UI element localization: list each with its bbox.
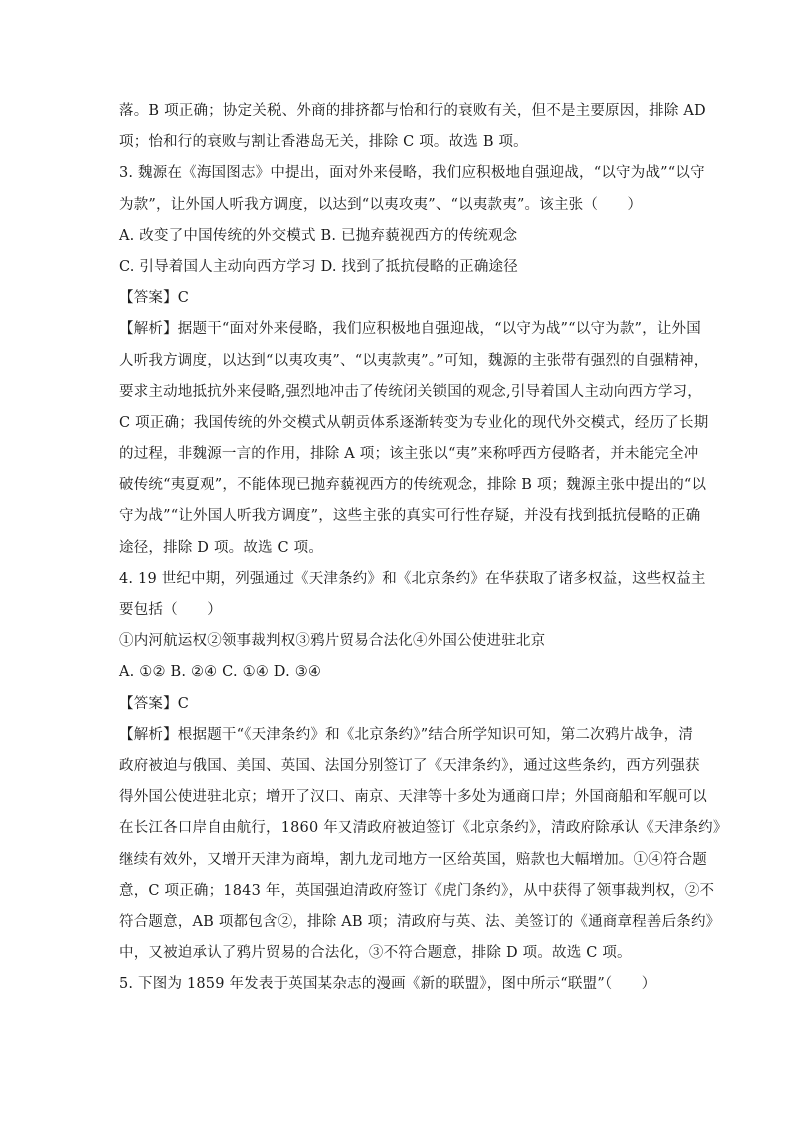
- question-3-analysis: 人听我方调度，以达到“以夷攻夷”、“以夷款夷”。”可知，魏源的主张带有强烈的自强精神，: [119, 352, 709, 369]
- question-3-analysis: 的过程，非魏源一言的作用，排除 A 项；该主张以“夷”来称呼西方侵略者，并未能完全冲: [119, 446, 699, 463]
- question-4-options: A. ①② B. ②④ C. ①④ D. ③④: [119, 664, 322, 681]
- text-line: 落。B 项正确；协定关税、外商的排挤都与怡和行的衰败有关，但不是主要原因，排除 AD: [119, 103, 706, 119]
- question-3-analysis: 途径，排除 D 项。故选 C 项。: [119, 539, 324, 556]
- question-3-options-cd: C. 引导着国人主动向西方学习 D. 找到了抵抗侵略的正确途径: [119, 258, 518, 275]
- question-4-analysis: 意，C 项正确；1843 年，英国强迫清政府签订《虎门条约》，从中获得了领事裁判权，②不: [119, 882, 715, 899]
- question-3-analysis: 【解析】据题干“面对外来侵略，我们应积极地自强迎战，“以守为战”“以守为款”，让外国: [119, 321, 701, 338]
- text-line: 项；怡和行的衰败与割让香港岛无关，排除 C 项。故选 B 项。: [119, 134, 528, 151]
- question-4-items: ①内河航运权②领事裁判权③鸦片贸易合法化④外国公使进驻北京: [119, 633, 546, 650]
- question-4-answer: 【答案】C: [119, 695, 190, 712]
- question-4-analysis: 得外国公使进驻北京；增开了汉口、南京、天津等十多处为通商口岸；外国商船和军舰可以: [119, 789, 707, 806]
- question-3-stem: 为款”，让外国人听我方调度，以达到“以夷攻夷”、“以夷款夷”。该主张（ ）: [119, 196, 643, 213]
- question-3-stem: 3. 魏源在《海国图志》中提出，面对外来侵略，我们应积极地自强迎战，“以守为战”“以守: [119, 165, 705, 182]
- question-4-analysis: 【解析】根据题干“《天津条约》和《北京条约》”结合所学知识可知，第二次鸦片战争，清: [119, 726, 694, 743]
- question-4-stem: 要包括（ ）: [119, 602, 222, 618]
- question-4-analysis: 政府被迫与俄国、美国、英国、法国分别签订了《天津条约》，通过这些条约，西方列强获: [119, 757, 700, 774]
- question-3-options-ab: A. 改变了中国传统的外交模式 B. 已抛弃藐视西方的传统观念: [119, 227, 518, 244]
- question-3-analysis: 守为战”“让外国人听我方调度”，这些主张的真实可行性存疑，并没有找到抵抗侵略的正确: [119, 508, 701, 525]
- document-body: [119, 96, 728, 1000]
- question-3-answer: 【答案】C: [119, 290, 190, 307]
- question-5-stem: 5. 下图为 1859 年发表于英国某杂志的漫画《新的联盟》，图中所示“联盟”（ ）: [119, 976, 657, 993]
- question-3-analysis: C 项正确；我国传统的外交模式从朝贡体系逐渐转变为专业化的现代外交模式，经历了长期: [119, 414, 709, 431]
- question-4-stem: 4. 19 世纪中期，列强通过《天津条约》和《北京条约》在华获取了诸多权益，这些权益主: [119, 570, 706, 587]
- question-4-analysis: 中，又被迫承认了鸦片贸易的合法化，③不符合题意，排除 D 项。故选 C 项。: [119, 945, 632, 962]
- question-3-analysis: 要求主动地抵抗外来侵略,强烈地冲击了传统闭关锁国的观念,引导着国人主动向西方学习，: [119, 383, 702, 400]
- question-3-analysis: 破传统“夷夏观”，不能体现已抛弃藐视西方的传统观念，排除 B 项；魏源主张中提出的“以: [119, 477, 707, 494]
- question-4-analysis: 符合题意，AB 项都包含②，排除 AB 项；清政府与英、法、美签订的《通商章程善后条约》: [119, 913, 721, 930]
- question-4-analysis: 在长江各口岸自由航行，1860 年又清政府被迫签订《北京条约》，清政府除承认《天津条约》: [119, 820, 728, 837]
- question-4-analysis: 继续有效外，又增开天津为商埠，割九龙司地方一区给英国，赔款也大幅增加。①④符合题: [119, 851, 707, 868]
